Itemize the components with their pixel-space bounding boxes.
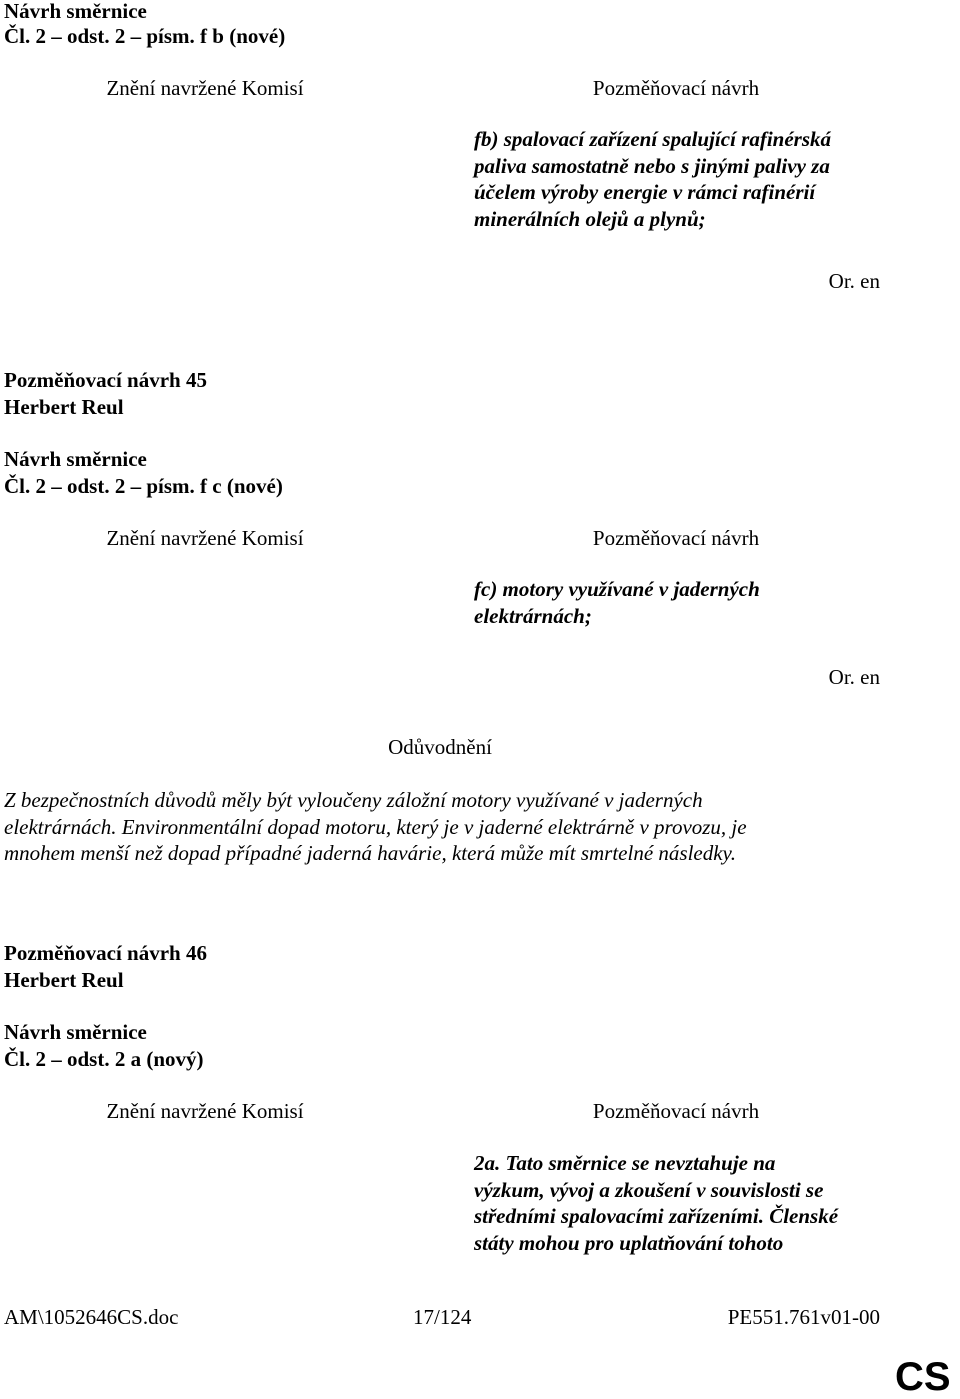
column-header-commission: Znění navržené Komisí — [106, 76, 304, 100]
amendment-author: Herbert Reul — [4, 395, 124, 419]
column-header-amendment: Pozměňovací návrh — [592, 76, 760, 100]
amendment-heading: Pozměňovací návrh 46 — [4, 941, 207, 965]
amendment-line: elektrárnách; — [474, 603, 592, 628]
original-language: Or. en — [828, 665, 880, 689]
justification-title: Odůvodnění — [388, 735, 492, 759]
column-header-amendment: Pozměňovací návrh — [592, 526, 760, 550]
draft-label: Návrh směrnice — [4, 0, 147, 23]
amendment-line: paliva samostatně nebo s jinými palivy za — [474, 153, 830, 178]
footer-reference: PE551.761v01-00 — [727, 1305, 880, 1329]
article-reference: Čl. 2 – odst. 2 – písm. f c (nové) — [4, 474, 283, 498]
amendment-line: výzkum, vývoj a zkoušení v souvislosti se — [474, 1177, 824, 1202]
draft-label: Návrh směrnice — [4, 447, 147, 471]
original-language: Or. en — [828, 269, 880, 293]
column-header-amendment: Pozměňovací návrh — [592, 1099, 760, 1123]
amendment-line: minerálních olejů a plynů; — [474, 206, 706, 231]
amendment-line: státy mohou pro uplatňování tohoto — [474, 1230, 784, 1255]
footer-page-number: 17/124 — [413, 1305, 472, 1329]
amendment-text — [474, 126, 831, 232]
footer-document-name: AM\1052646CS.doc — [4, 1305, 179, 1329]
amendment-text — [474, 1150, 838, 1256]
amendment-line: středními spalovacími zařízeními. Členské — [474, 1204, 839, 1228]
justification-line: mnohem menší než dopad případné jaderná havárie, která může mít smrtelné následky. — [4, 841, 736, 865]
article-reference: Čl. 2 – odst. 2 a (nový) — [4, 1047, 204, 1071]
draft-label: Návrh směrnice — [4, 1020, 147, 1044]
column-header-commission: Znění navržené Komisí — [106, 1099, 304, 1123]
column-header-commission: Znění navržené Komisí — [106, 526, 304, 550]
amendment-author: Herbert Reul — [4, 968, 124, 992]
justification-text — [4, 787, 747, 867]
amendment-heading: Pozměňovací návrh 45 — [4, 368, 207, 392]
amendment-line: účelem výroby energie v rámci rafinérií — [474, 180, 816, 204]
amendment-line: fb) spalovací zařízení spalující rafinérská — [474, 127, 832, 151]
justification-line: Z bezpečnostních důvodů měly být vyloučeny záložní motory využívané v jaderných — [4, 788, 703, 812]
article-reference: Čl. 2 – odst. 2 – písm. f b (nové) — [4, 24, 286, 48]
justification-line: elektrárnách. Environmentální dopad motoru, který je v jaderné elektrárně v provozu, je — [4, 814, 747, 839]
amendment-line: fc) motory využívané v jaderných — [474, 577, 760, 601]
amendment-line: 2a. Tato směrnice se nevztahuje na — [474, 1151, 776, 1175]
amendment-text — [474, 576, 760, 629]
language-code: CS — [895, 1355, 951, 1399]
